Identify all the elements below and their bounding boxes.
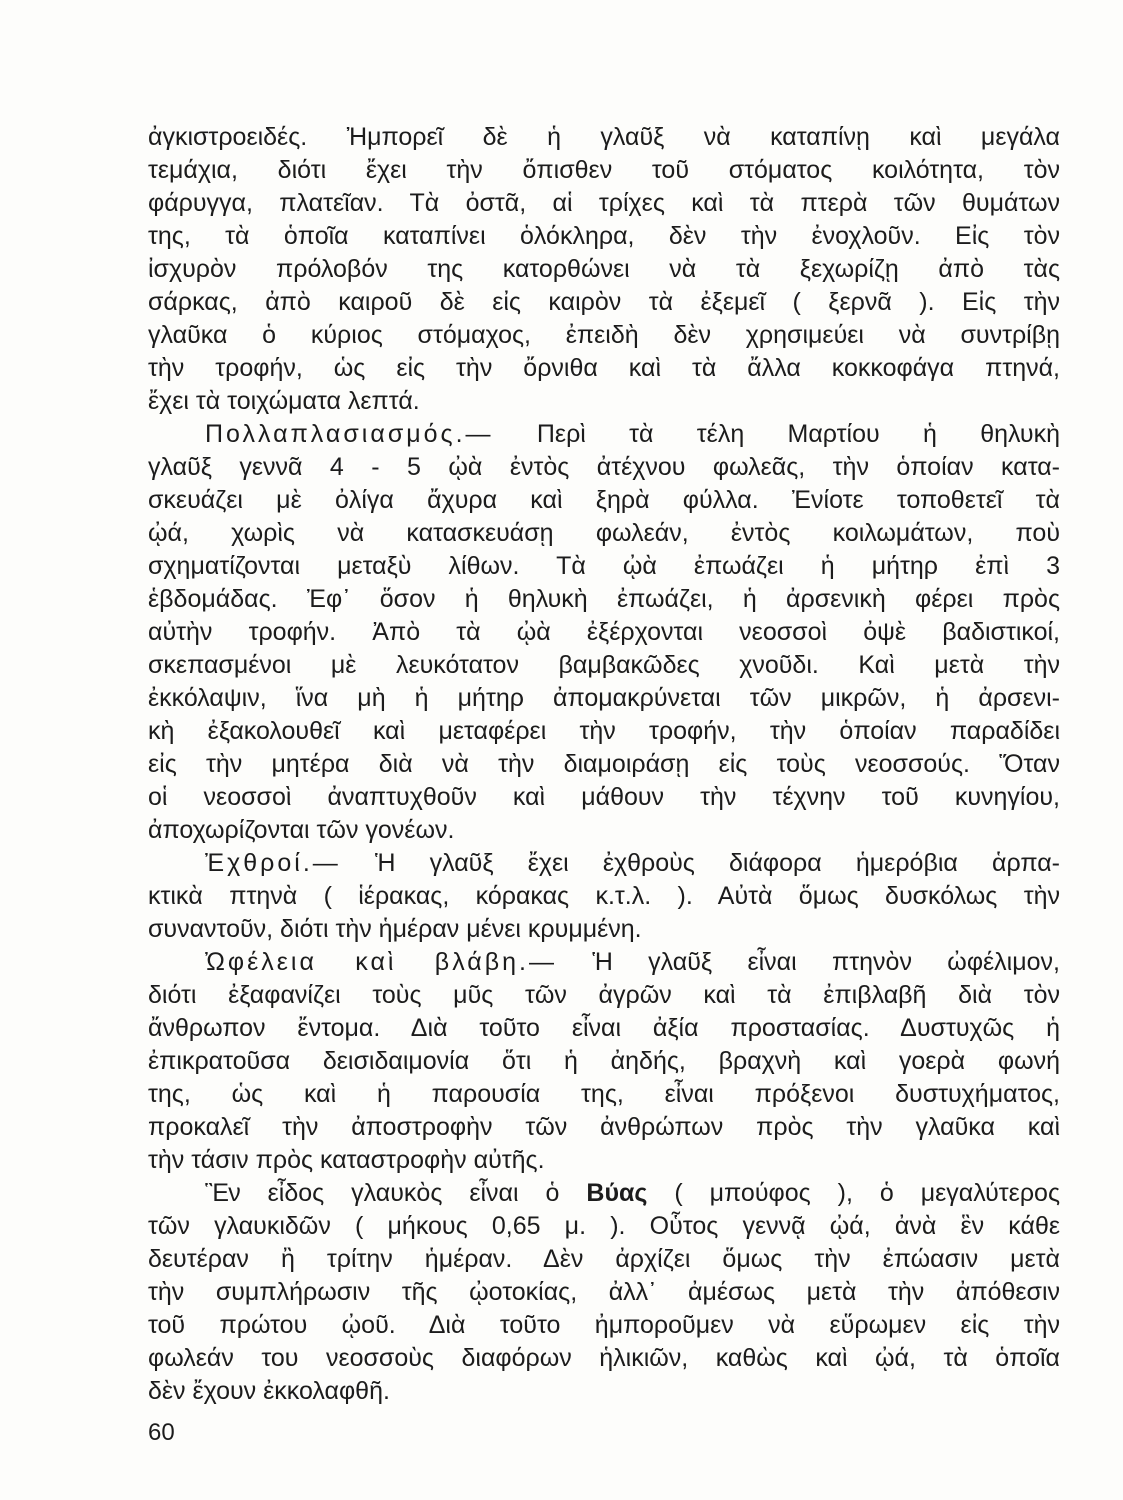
text-line: σκευάζει μὲ ὀλίγα ἄχυρα καὶ ξηρὰ φύλλα. Ἐνίοτε τοποθετεῖ τὰ <box>148 486 1060 514</box>
text-line: σκεπασμένοι μὲ λευκότατον βαμβακῶδες χνοῦδι. Καὶ μετὰ τὴν <box>148 651 1060 679</box>
text-line: ἀγκιστροειδές. Ἠμπορεῖ δὲ ἡ γλαῦξ νὰ καταπίνῃ καὶ μεγάλα <box>148 123 1060 151</box>
text-line: τὴν τροφήν, ὡς εἰς τὴν ὄρνιθα καὶ τὰ ἄλλα κοκκοφάγα πτηνά, <box>148 354 1060 382</box>
text-line: τοῦ πρώτου ᾠοῦ. Διὰ τοῦτο ἠμποροῦμεν νὰ εὕρωμεν εἰς τὴν <box>148 1311 1060 1339</box>
text-line: τὴν τάσιν πρὸς καταστροφὴν αὐτῆς. <box>148 1146 545 1174</box>
paragraph-first-line: Ἐχθροί.— Ἡ γλαῦξ ἔχει ἐχθροὺς διάφορα ἡμερόβια ἁρπα- <box>205 849 1060 877</box>
text-line: σχηματίζονται μεταξὺ λίθων. Τὰ ᾠὰ ἐπωάζει ἡ μήτηρ ἐπὶ 3 <box>148 552 1060 580</box>
paragraph-first-line: Ὠφέλεια καὶ βλάβη.— Ἡ γλαῦξ εἶναι πτηνὸν ὠφέλιμον, <box>205 948 1060 976</box>
text-line: κὴ ἐξακολουθεῖ καὶ μεταφέρει τὴν τροφήν, τὴν ὁποίαν παραδίδει <box>148 717 1060 745</box>
text-line: τῶν γλαυκιδῶν ( μήκους 0,65 μ. ). Οὗτος γεννᾷ ᾠά, ἀνὰ ἓν κάθε <box>148 1212 1060 1240</box>
paragraph-first-line: Ἓν εἶδος γλαυκὸς εἶναι ὁ Βύας ( μπούφος ), ὁ μεγαλύτερος <box>205 1179 1060 1207</box>
section-heading: Ἐχθροί.— <box>205 849 341 877</box>
text-line: ἔχει τὰ τοιχώματα λεπτά. <box>148 387 420 415</box>
text-line: συναντοῦν, διότι τὴν ἡμέραν μένει κρυμμένη. <box>148 915 642 943</box>
text-line: ἄνθρωπον ἔντομα. Διὰ τοῦτο εἶναι ἀξία προστασίας. Δυστυχῶς ἡ <box>148 1014 1060 1042</box>
text-line: τὴν συμπλήρωσιν τῆς ᾠοτοκίας, ἀλλ᾽ ἀμέσως μετὰ τὴν ἀπόθεσιν <box>148 1278 1060 1306</box>
text-line: δὲν ἔχουν ἐκκολαφθῆ. <box>148 1377 390 1405</box>
text-line: εἰς τὴν μητέρα διὰ νὰ τὴν διαμοιράσῃ εἰς τοὺς νεοσσούς. Ὅταν <box>148 750 1060 778</box>
section-heading: Πολλαπλασιασμός.— <box>205 420 494 448</box>
text-line: ἐπικρατοῦσα δεισιδαιμονία ὅτι ἡ ἀηδής, βραχνὴ καὶ γοερὰ φωνή <box>148 1047 1060 1075</box>
text-line: γλαῦκα ὁ κύριος στόμαχος, ἐπειδὴ δὲν χρησιμεύει νὰ συντρίβῃ <box>148 321 1060 349</box>
text-line: σάρκας, ἀπὸ καιροῦ δὲ εἰς καιρὸν τὰ ἐξεμεῖ ( ξερνᾶ ). Εἰς τὴν <box>148 288 1060 316</box>
text-line: ἀποχωρίζονται τῶν γονέων. <box>148 816 455 844</box>
species-name: Βύας <box>586 1179 648 1207</box>
text-line: ἰσχυρὸν πρόλοβόν της κατορθώνει νὰ τὰ ξεχωρίζῃ ἀπὸ τὰς <box>148 255 1060 283</box>
text-line: της, τὰ ὁποῖα καταπίνει ὁλόκληρα, δὲν τὴν ἐνοχλοῦν. Εἰς τὸν <box>148 222 1060 250</box>
text-line: ᾠά, χωρὶς νὰ κατασκευάσῃ φωλεάν, ἐντὸς κοιλωμάτων, ποὺ <box>148 519 1060 547</box>
text-line: οἱ νεοσσοὶ ἀναπτυχθοῦν καὶ μάθουν τὴν τέχνην τοῦ κυνηγίου, <box>148 783 1060 811</box>
text-line: φάρυγγα, πλατεῖαν. Τὰ ὀστᾶ, αἱ τρίχες καὶ τὰ πτερὰ τῶν θυμάτων <box>148 189 1060 217</box>
text-line: κτικὰ πτηνὰ ( ἱέρακας, κόρακας κ.τ.λ. ). Αὐτὰ ὅμως δυσκόλως τὴν <box>148 882 1060 910</box>
text-line: ἑβδομάδας. Ἐφ᾽ ὅσον ἡ θηλυκὴ ἐπωάζει, ἡ ἀρσενικὴ φέρει πρὸς <box>148 585 1060 613</box>
text-line: αὐτὴν τροφήν. Ἀπὸ τὰ ᾠὰ ἐξέρχονται νεοσσοὶ ὀψὲ βαδιστικοί, <box>148 618 1060 646</box>
paragraph-first-line: Πολλαπλασιασμός.— Περὶ τὰ τέλη Μαρτίου ἡ θηλυκὴ <box>205 420 1060 448</box>
text-line: προκαλεῖ τὴν ἀποστροφὴν τῶν ἀνθρώπων πρὸς τὴν γλαῦκα καὶ <box>148 1113 1060 1141</box>
text-line: της, ὡς καὶ ἡ παρουσία της, εἶναι πρόξενοι δυστυχήματος, <box>148 1080 1060 1108</box>
section-heading: Ὠφέλεια καὶ βλάβη.— <box>205 948 557 976</box>
text-line: δευτέραν ἢ τρίτην ἡμέραν. Δὲν ἀρχίζει ὅμως τὴν ἐπώασιν μετὰ <box>148 1245 1060 1273</box>
page-number: 60 <box>148 1419 175 1446</box>
text-line: γλαῦξ γεννᾶ 4 - 5 ᾠὰ ἐντὸς ἀτέχνου φωλεᾶς, τὴν ὁποίαν κατα- <box>148 453 1060 481</box>
text-line: ἐκκόλαψιν, ἵνα μὴ ἡ μήτηρ ἀπομακρύνεται τῶν μικρῶν, ἡ ἀρσενι- <box>148 684 1060 712</box>
text-line: τεμάχια, διότι ἔχει τὴν ὄπισθεν τοῦ στόματος κοιλότητα, τὸν <box>148 156 1060 184</box>
text-line: φωλεάν του νεοσσοὺς διαφόρων ἡλικιῶν, καθὼς καὶ ᾠά, τὰ ὁποῖα <box>148 1344 1060 1372</box>
text-line: διότι ἐξαφανίζει τοὺς μῦς τῶν ἀγρῶν καὶ τὰ ἐπιβλαβῆ διὰ τὸν <box>148 981 1060 1009</box>
